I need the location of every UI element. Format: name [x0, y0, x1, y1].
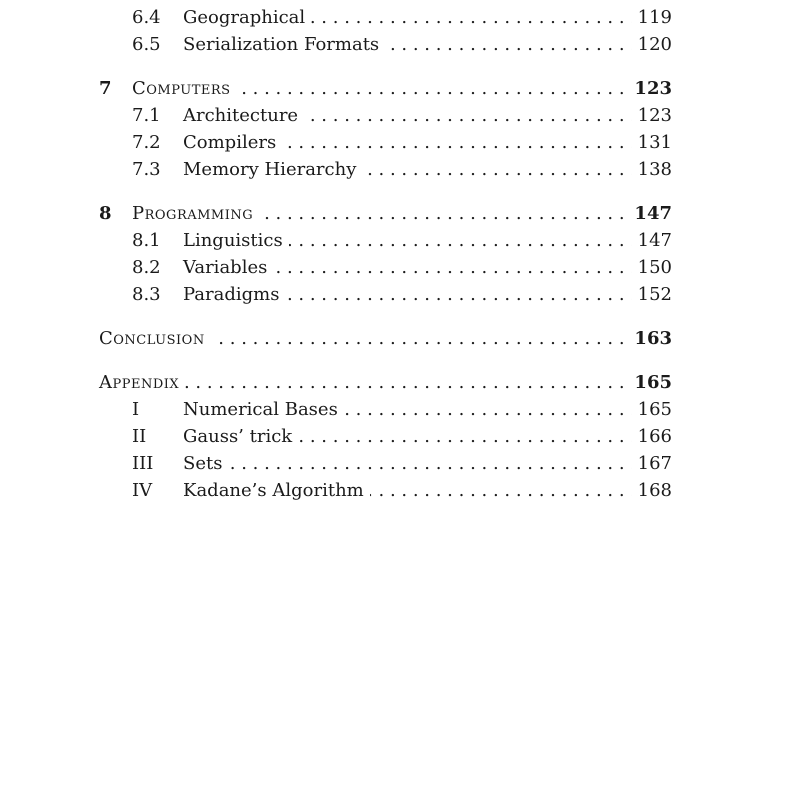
toc-entry-7-1[interactable]	[99, 102, 672, 129]
entry-page: 123	[632, 102, 672, 129]
entry-page: 138	[632, 156, 672, 183]
entry-page: 119	[632, 4, 672, 31]
entry-title: Serialization Formats	[183, 31, 385, 58]
entry-number: IV	[132, 480, 153, 501]
entry-number: 8.3	[132, 284, 161, 305]
toc-entry-8-1[interactable]	[99, 227, 672, 254]
toc-entry-8-2[interactable]	[99, 254, 672, 281]
entry-title: Variables	[183, 254, 273, 281]
entry-number: II	[132, 426, 147, 447]
entry-title: Compilers	[183, 129, 282, 156]
entry-title: Kadane’s Algorithm	[183, 477, 370, 504]
dot-leader	[183, 450, 636, 477]
toc-appendix-iv[interactable]	[99, 477, 672, 504]
section-page: 165	[628, 369, 672, 396]
toc-entry-6-4[interactable]	[99, 4, 672, 31]
toc-chapter-7[interactable]	[99, 75, 672, 102]
entry-number: 7.1	[132, 105, 161, 126]
entry-page: 150	[632, 254, 672, 281]
entry-number: 7.2	[132, 132, 161, 153]
entry-page: 165	[632, 396, 672, 423]
toc-entry-7-3[interactable]	[99, 156, 672, 183]
chapter-number: 8	[99, 203, 112, 224]
entry-page: 120	[632, 31, 672, 58]
chapter-page: 123	[628, 75, 672, 102]
entry-title: Geographical	[183, 4, 311, 31]
chapter-page: 147	[628, 200, 672, 227]
toc-appendix[interactable]	[99, 369, 672, 396]
entry-page: 168	[632, 477, 672, 504]
entry-page: 166	[632, 423, 672, 450]
toc-appendix-ii[interactable]	[99, 423, 672, 450]
entry-page: 152	[632, 281, 672, 308]
toc-chapter-8[interactable]	[99, 200, 672, 227]
toc-entry-7-2[interactable]	[99, 129, 672, 156]
entry-number: I	[132, 399, 140, 420]
entry-number: 6.5	[132, 34, 161, 55]
entry-title: Gauss’ trick	[183, 423, 298, 450]
entry-number: 7.3	[132, 159, 161, 180]
toc-entry-6-5[interactable]	[99, 31, 672, 58]
chapter-title: Programming	[132, 200, 259, 227]
chapter-title: Computers	[132, 75, 237, 102]
entry-title: Sets	[183, 450, 228, 477]
entry-page: 147	[632, 227, 672, 254]
chapter-number: 7	[99, 78, 112, 99]
entry-page: 167	[632, 450, 672, 477]
entry-title: Architecture	[183, 102, 304, 129]
entry-title: Numerical Bases	[183, 396, 344, 423]
entry-page: 131	[632, 129, 672, 156]
toc-entry-8-3[interactable]	[99, 281, 672, 308]
entry-title: Paradigms	[183, 281, 285, 308]
toc-conclusion[interactable]	[99, 325, 672, 352]
entry-title: Memory Hierarchy	[183, 156, 362, 183]
section-page: 163	[628, 325, 672, 352]
toc-appendix-i[interactable]	[99, 396, 672, 423]
entry-number: 8.2	[132, 257, 161, 278]
section-title: Conclusion	[99, 325, 211, 352]
toc-appendix-iii[interactable]	[99, 450, 672, 477]
entry-title: Linguistics	[183, 227, 289, 254]
entry-number: 6.4	[132, 7, 161, 28]
section-title: Appendix	[99, 369, 185, 396]
entry-number: III	[132, 453, 154, 474]
entry-number: 8.1	[132, 230, 161, 251]
